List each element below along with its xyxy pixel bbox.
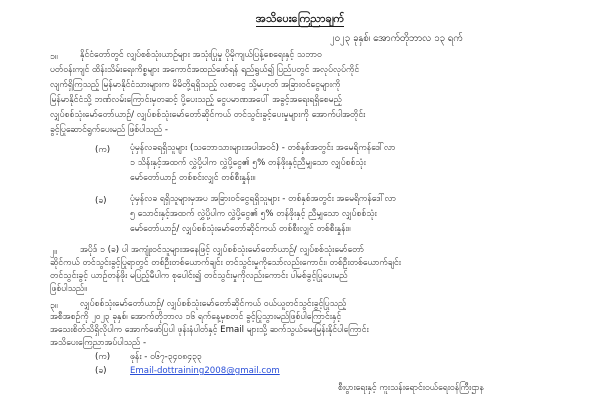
item-a-line-1: ပုံမှန်လခရရှိသူများ (သဘောသားများအပါအဝင်) - တစ်နှစ်အတွင်း အမေရိကန်ဒေါ်လာ bbox=[130, 143, 396, 153]
item-a-line-2: ၁ သိန်းနှင့်အထက် လွှဲပို့ပါက လွှဲပို့ငွေ၏ ၅% တန်ဖိုးနှင့်ညီမျှသော လျှပ်စစ်သုံး bbox=[130, 158, 366, 168]
para1-line-4: မြန်မာနိုင်ငံသို့ ဘဏ်လမ်းကြောင်းမှတဆင့် ပို့ပေးသည့် ငွေပမာဏအပေါ် အခွင့်အရေးရရှိစေမည့် bbox=[50, 95, 342, 105]
para2-line-2: ဆိုင်ကယ် တင်သွင်းခွင့်ပြုရာတွင် တစ်ဦးတစ်ယောက်ချင်း တင်သွင်းမှုကိုသော်လည်းကောင်း၊ တစ်ဦးတစ်ယောက်ချင်း bbox=[50, 258, 401, 268]
notice-title bbox=[0, 12, 600, 28]
contact-phone: ဖုန်း - ၀၆၇-၃၄၀၈၄၃၃ bbox=[130, 352, 202, 362]
item-b-line-1: ပုံမှန်လခ ရရှိသူများမှအပ အခြားဝင်ငွေရရှိသူများ - တစ်နှစ်အတွင်း အမေရိကန်ဒေါ်လာ bbox=[130, 194, 397, 204]
para2-line-4: ဖြစ်ပါသည်။ bbox=[50, 284, 87, 294]
para3-line-3: အသေးစိတ်သိရှိလိုပါက အောက်ဖော်ပြပါ ဖုန်းနံပါတ်နှင့် Email များသို့ ဆက်သွယ်မေးမြန်းနိုင်ပါကြောင်း bbox=[50, 325, 369, 335]
contact-label-2: (ခ) bbox=[95, 366, 107, 376]
para1-line-3: လျက်ရှိကြသည့် မြန်မာနိုင်ငံသားများက မိမိတို့ရရှိသည့် လစာငွေ သို့မဟုတ် အခြားဝင်ငွေများကို bbox=[50, 80, 341, 90]
item-b-label: (ခ) bbox=[95, 196, 107, 206]
contact-label-1: (က) bbox=[95, 352, 111, 362]
para1-line-2: ပတ်ဝန်းကျင် ထိန်းသိမ်းရေးကိစ္စများ အကောင်အထည်ဖော်ရန် ရည်ရွယ်၍ ပြည်ပတွင် အလုပ်လုပ်ကိုင် bbox=[50, 65, 360, 75]
ministry-signature: စီးပွားရေးနှင့် ကူးသန်းရောင်းဝယ်ရေးဝန်ကြီးဌာန bbox=[338, 383, 484, 393]
item-a-line-3: မော်တော်ယာဉ် တစ်စင်းလျှင် တစ်စီးနှုန်း။ bbox=[130, 173, 256, 183]
item-b-line-2: ၅ သောင်းနှင့်အထက် လွှဲပို့ပါက လွှဲပို့ငွေ၏ ၅% တန်ဖိုးနှင့် ညီမျှသော လျှပ်စစ်သုံး bbox=[130, 209, 377, 219]
para3-number: ၃။ bbox=[50, 301, 58, 311]
para2-line-1: အပိုဒ် ၁ (ခ) ပါ အကျုံးဝင်သူများအနေဖြင့် လျှပ်စစ်သုံးမော်တော်ယာဉ်/ လျှပ်စစ်သုံးမော်တော် bbox=[80, 245, 365, 255]
para2-number: ၂။ bbox=[50, 247, 57, 257]
contact-email-link[interactable]: Email-dottraining2008@gmail.com bbox=[130, 366, 280, 376]
para3-line-1: လျှပ်စစ်သုံးမော်တော်ယာဉ်/ လျှပ်စစ်သုံးမော်တော်ဆိုင်ကယ် ဝယ်ယူတင်သွင်းခွင့်ပြုသည့် bbox=[80, 299, 347, 309]
item-a-label: (က) bbox=[95, 145, 111, 155]
para1-line-1: နိုင်ငံတော်တွင် လျှပ်စစ်သုံးယာဉ်များ အသုံးပြုမှု ပိုမိုကျယ်ပြန့်စေရေးနှင့် သဘာဝ bbox=[80, 50, 322, 60]
notice-date: ၂၀၂၃ ခုနှစ်၊ အောက်တိုဘာလ ၁၃ ရက် bbox=[330, 33, 463, 44]
item-b-line-3: မော်တော်ယာဉ်/ လျှပ်စစ်သုံးမော်တော်ဆိုင်ကယ် တစ်စီးလျှင် တစ်စီးနှုန်း။ bbox=[130, 224, 351, 234]
para2-line-3: တင်သွင်းခွင့် ယာဉ်တန်ဖိုး မပြည့်မီပါက စုပေါင်း၍ တင်သွင်းမှုကိုလည်းကောင်း ပါမစ်ခွင့်ပြုပေးမည် bbox=[50, 271, 348, 281]
para3-line-2: အစီအစဉ်ကို ၂၀၂၃ ခုနှစ်၊ အောက်တိုဘာလ ၁၆ ရက်နေ့မှစတင် ခွင့်ပြုသွားမည်ဖြစ်ပါကြောင်းနှင့် bbox=[50, 312, 342, 322]
para3-line-4: အသိပေးကြေညာအပ်ပါသည် - bbox=[50, 338, 147, 348]
notice-title-text: အသိပေးကြေညာချက် bbox=[255, 12, 345, 25]
para1-number: ၁။ bbox=[50, 52, 58, 62]
para1-line-6: ခွင့်ပြုဆောင်ရွက်ပေးမည် ဖြစ်ပါသည် - bbox=[50, 125, 168, 135]
para1-line-5: လျှပ်စစ်သုံးမော်တော်ယာဉ်/ လျှပ်စစ်သုံးမော်တော်ဆိုင်ကယ် တင်သွင်းခွင့်ပေးမှုများကို အောက်ပါအတိုင်း bbox=[50, 110, 366, 120]
